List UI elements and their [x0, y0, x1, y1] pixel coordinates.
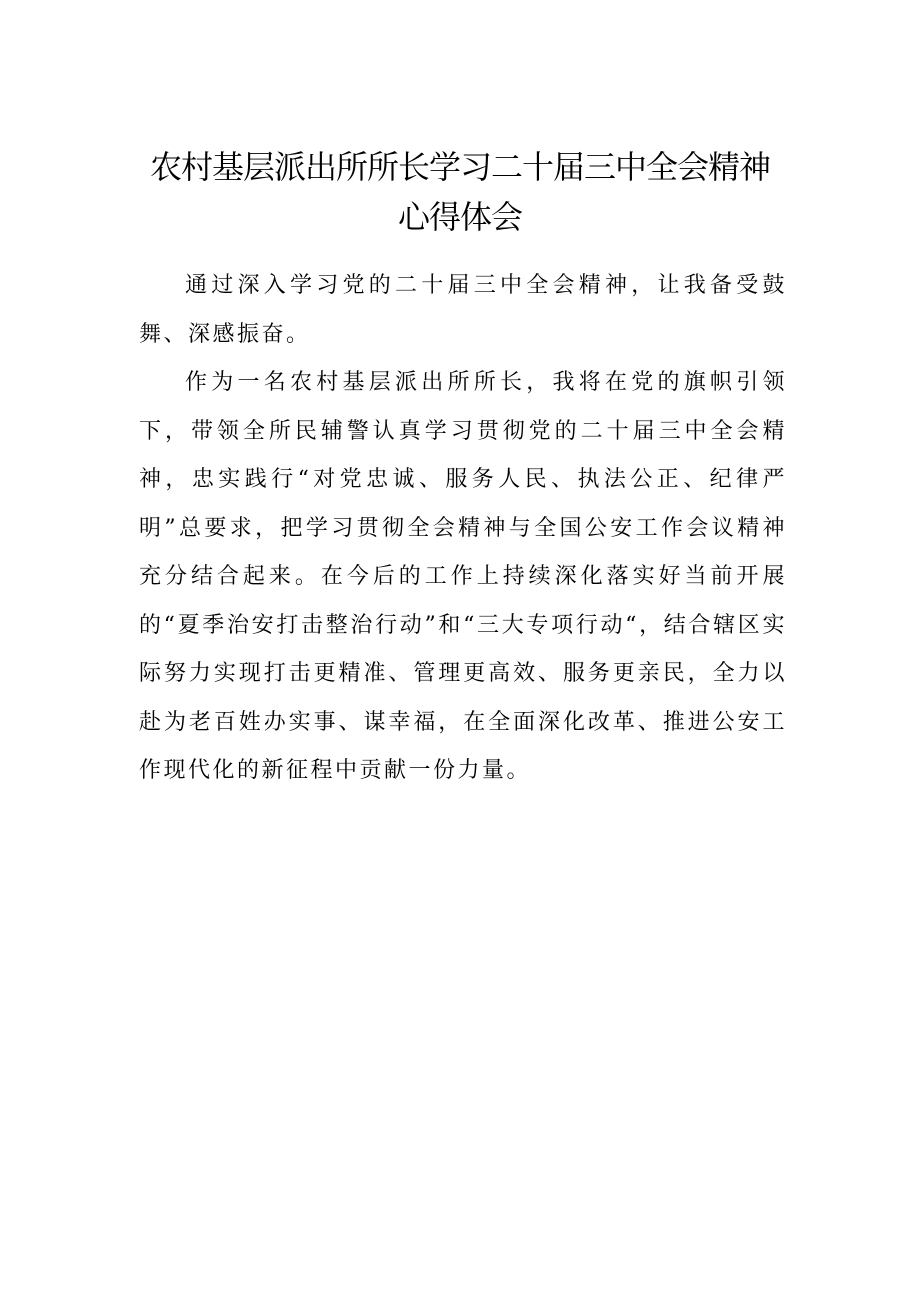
- title-line-2: 心得体会: [397, 198, 522, 236]
- document-body: [139, 262, 787, 796]
- title-line-1: 农村基层派出所所长学习二十届三中全会精神: [149, 148, 770, 186]
- document-title: [100, 142, 820, 242]
- paragraph-1: 通过深入学习党的二十届三中全会精神，让我备受鼓舞、深感振奋。: [139, 273, 787, 347]
- paragraph-2: 作为一名农村基层派出所所长，我将在党的旗帜引领下，带领全所民辅警认真学习贯彻党的二十届三中全会精神，忠实践行“对党忠诚、服务人民、执法公正、纪律严明”总要求，把学习贯彻全会精神与全国公安工作会议精神充分结合起来。在今后的工作上持续深化落实好当前开展的“夏季治安打击整治行动”和“三大专项行动“，结合辖区实际努力实现打击更精准、管理更高效、服务更亲民，全力以赴为老百姓办实事、谋幸福，在全面深化改革、推进公安工作现代化的新征程中贡献一份力量。: [139, 370, 787, 783]
